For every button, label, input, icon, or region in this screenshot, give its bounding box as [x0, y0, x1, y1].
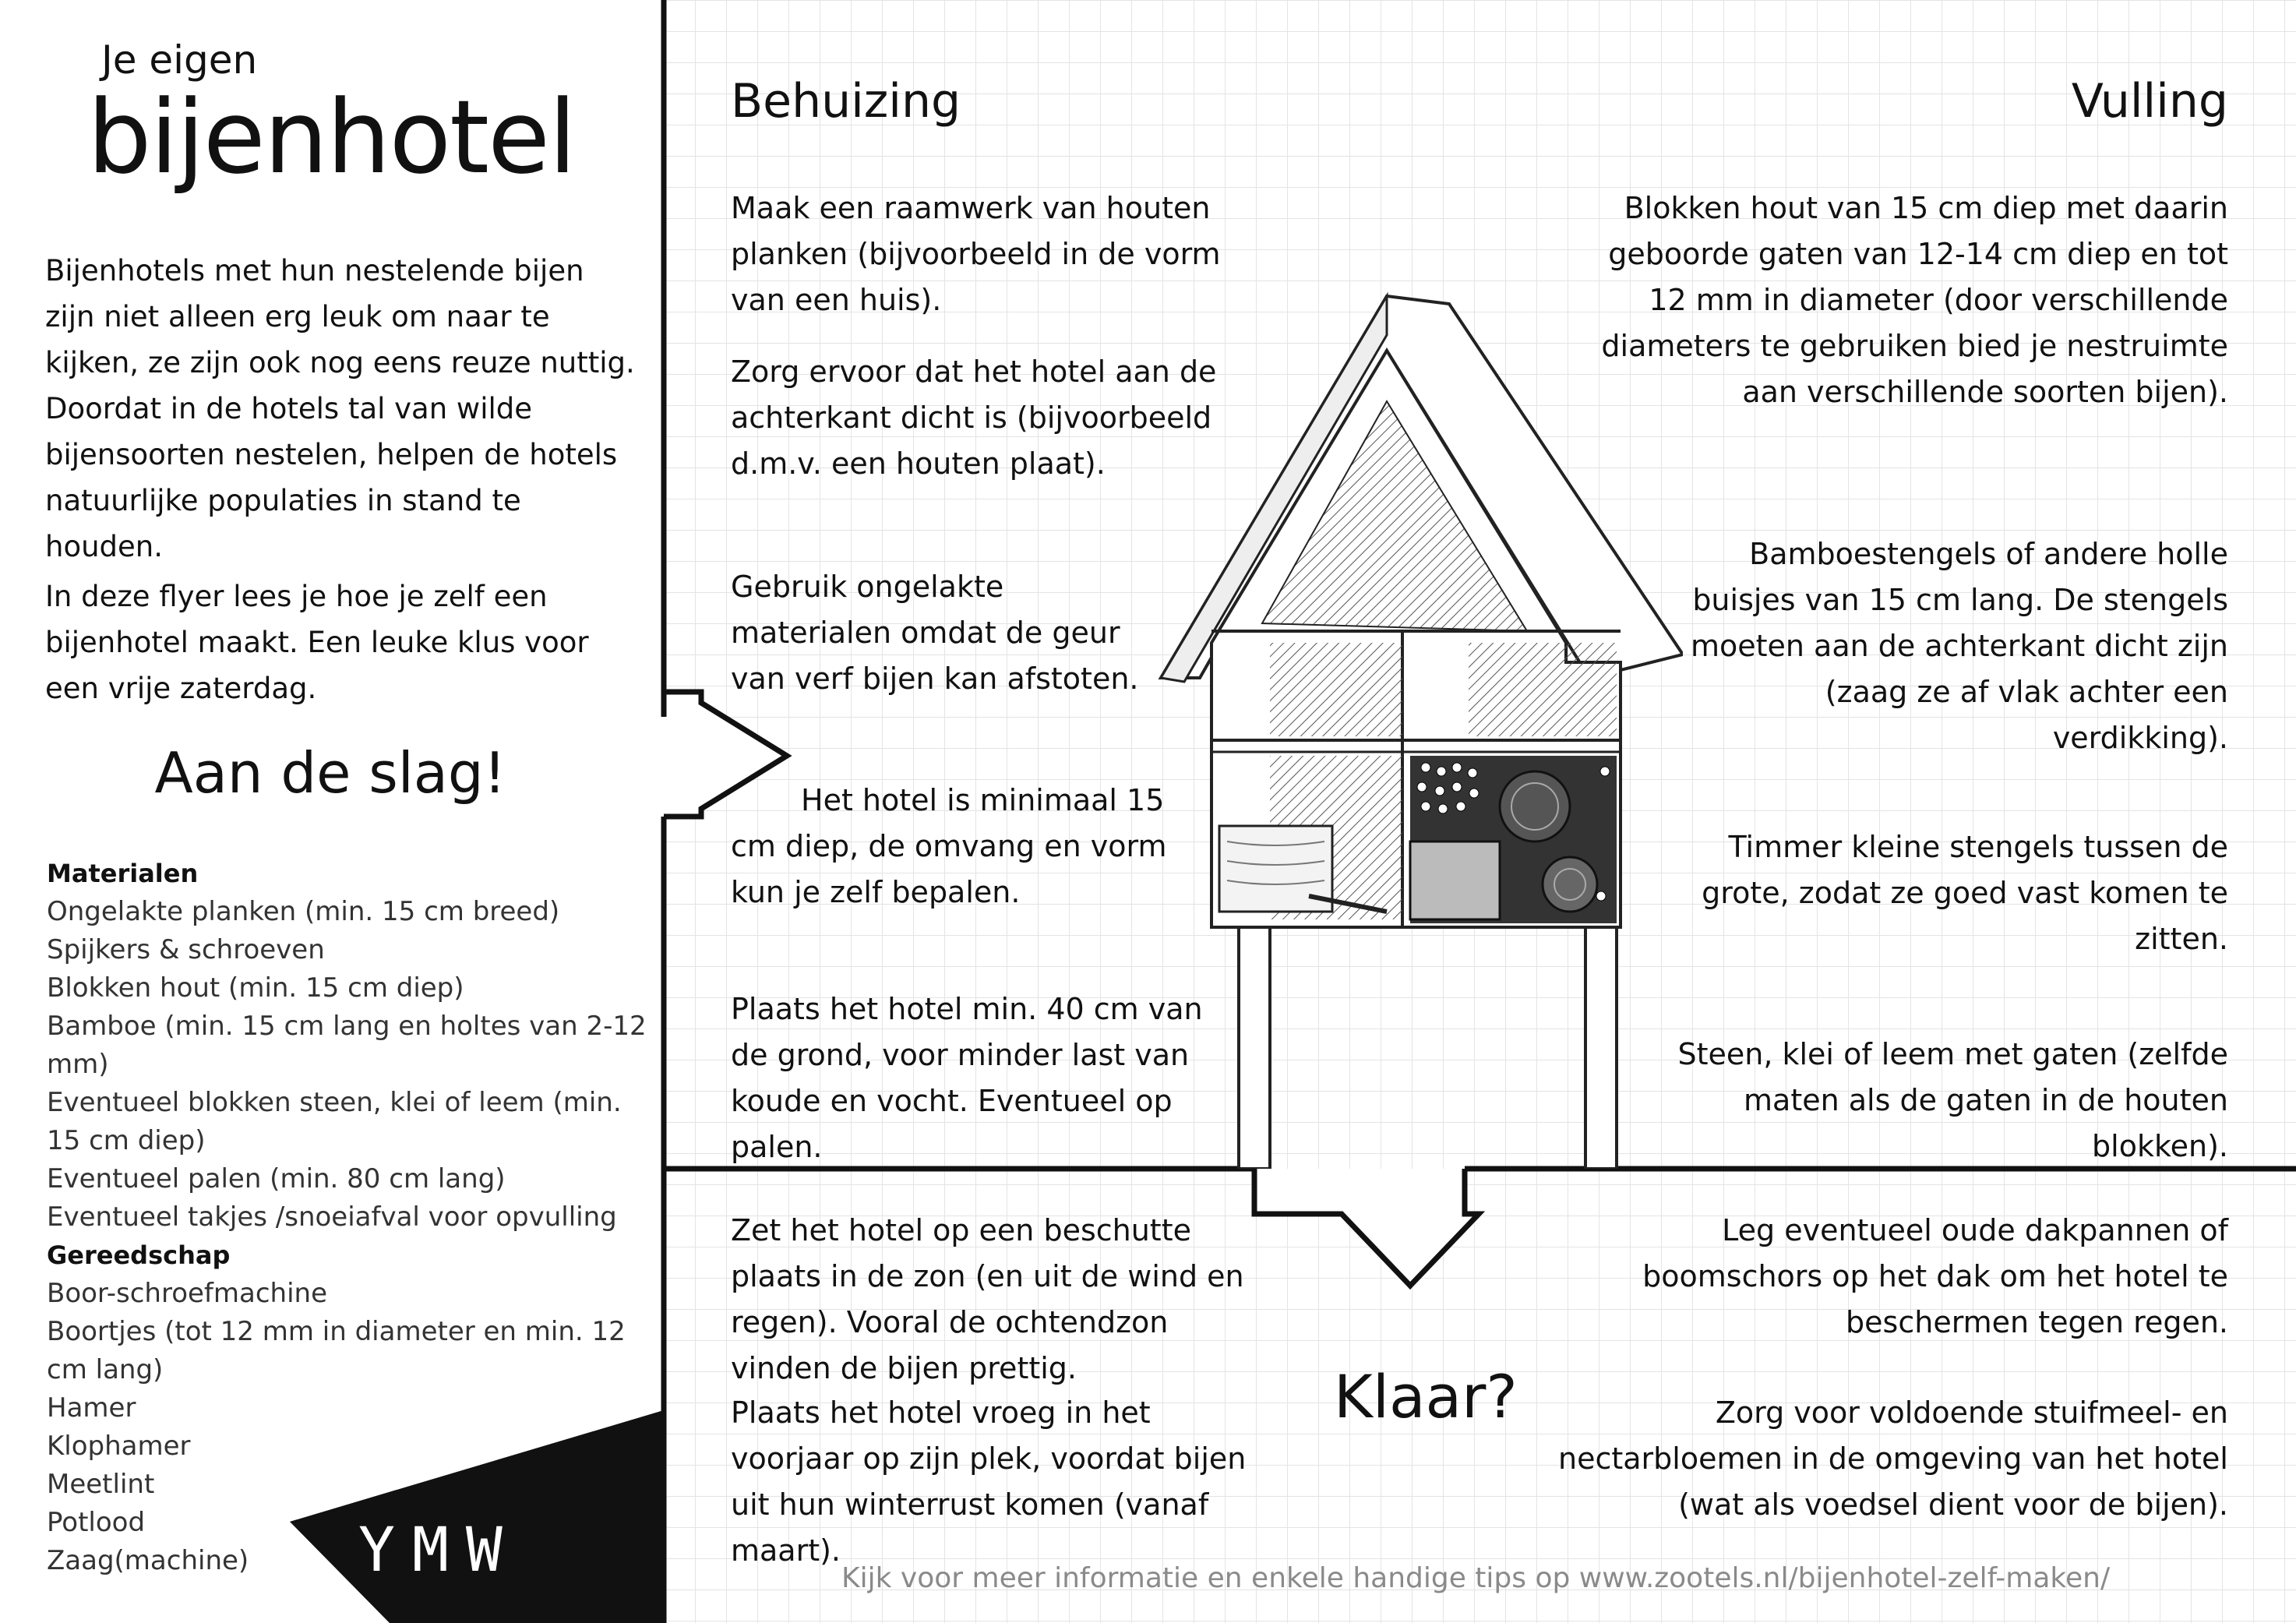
behuizing-item-2: Zorg ervoor dat het hotel aan de achterkant dicht is (bijvoorbeeld d.m.v. een houten plaat).	[731, 355, 1217, 481]
list-item: Boor-schroefmachine	[47, 1278, 327, 1309]
behuizing-item-4: Het hotel is minimaal 15 cm diep, de omvang en vorm kun je zelf bepalen.	[731, 783, 1167, 909]
list-item: Blokken hout (min. 15 cm diep)	[47, 972, 464, 1004]
title-small: Je eigen	[101, 37, 258, 83]
behuizing-item-1: Maak een raamwerk van houten planken (bijvoorbeeld in de vorm van een huis).	[731, 191, 1221, 317]
materialen-heading: Materialen	[47, 859, 199, 888]
list-item: Bamboe (min. 15 cm lang en holtes van 2-12 mm)	[47, 1011, 647, 1080]
list-item: Boortjes (tot 12 mm in diameter en min. 12 cm lang)	[47, 1316, 626, 1385]
behuizing-item-5: Plaats het hotel min. 40 cm van de grond, voor minder last van koude en vocht. Eventueel op palen.	[731, 992, 1203, 1164]
klaar-left-item-1: Zet het hotel op een beschutte plaats in de zon (en uit de wind en regen). Vooral de ochtendzon vinden de bijen prettig.	[731, 1213, 1244, 1385]
klaar-heading: Klaar?	[1334, 1362, 1518, 1431]
vulling-heading: Vulling	[2071, 74, 2228, 129]
list-item: Klophamer	[47, 1431, 191, 1462]
list-item: Ongelakte planken (min. 15 cm breed)	[47, 896, 560, 927]
klaar-right-item-2: Zorg voor voldoende stuifmeel- en nectarbloemen in de omgeving van het hotel (wat als voedsel dient voor de bijen).	[1558, 1395, 2228, 1522]
title-big: bijenhotel	[87, 78, 576, 196]
list-item: Spijkers & schroeven	[47, 934, 325, 965]
list-item: Hamer	[47, 1392, 136, 1424]
aan-de-slag-heading: Aan de slag!	[154, 740, 506, 806]
vulling-item-2: Bamboestengels of andere holle buisjes van 15 cm lang. De stengels moeten aan de achterkant dicht zijn (zaag ze af vlak achter een verdikking).	[1690, 537, 2228, 755]
intro-paragraph-2: In deze flyer lees je hoe je zelf een bijenhotel maakt. Een leuke klus voor een vrije zaterdag.	[45, 580, 589, 705]
list-item: Eventueel takjes /snoeiafval voor opvulling	[47, 1201, 617, 1233]
vulling-item-4: Steen, klei of leem met gaten (zelfde maten als de gaten in de houten blokken).	[1677, 1037, 2228, 1163]
list-item: Zaag(machine)	[47, 1545, 249, 1576]
behuizing-item-3: Gebruik ongelakte materialen omdat de geur van verf bijen kan afstoten.	[731, 570, 1139, 696]
list-item: Potlood	[47, 1507, 146, 1538]
vulling-item-1: Blokken hout van 15 cm diep met daarin geboorde gaten van 12-14 cm diep en tot 12 mm in diameter (door verschillende diameters te gebruiken bied je nestruimte aan verschillende soorten bijen).	[1601, 191, 2228, 409]
vulling-item-3: Timmer kleine stengels tussen de grote, zodat ze goed vast komen te zitten.	[1702, 830, 2228, 956]
intro-paragraph-1: Bijenhotels met hun nestelende bijen zijn niet alleen erg leuk om naar te kijken, ze zijn ook nog eens reuze nuttig. Doordat in de hotels tal van wilde bijensoorten nestelen, helpen de hotels natuurlijke populaties in stand te houden.	[45, 254, 635, 563]
klaar-right-item-1: Leg eventueel oude dakpannen of boomschors op het dak om het hotel te beschermen tegen regen.	[1642, 1213, 2228, 1339]
gereedschap-heading: Gereedschap	[47, 1240, 231, 1270]
klaar-left-item-2: Plaats het hotel vroeg in het voorjaar op zijn plek, voordat bijen uit hun winterrust komen (vanaf maart).	[731, 1395, 1247, 1568]
footer-info-link[interactable]: Kijk voor meer informatie en enkele handige tips op www.zootels.nl/bijenhotel-zelf-maken/	[841, 1562, 2111, 1594]
behuizing-heading: Behuizing	[731, 74, 961, 129]
list-item: Meetlint	[47, 1469, 155, 1500]
list-item: Eventueel blokken steen, klei of leem (min. 15 cm diep)	[47, 1087, 622, 1156]
list-item: Eventueel palen (min. 80 cm lang)	[47, 1163, 506, 1194]
ymw-logo: YMW	[358, 1515, 520, 1586]
